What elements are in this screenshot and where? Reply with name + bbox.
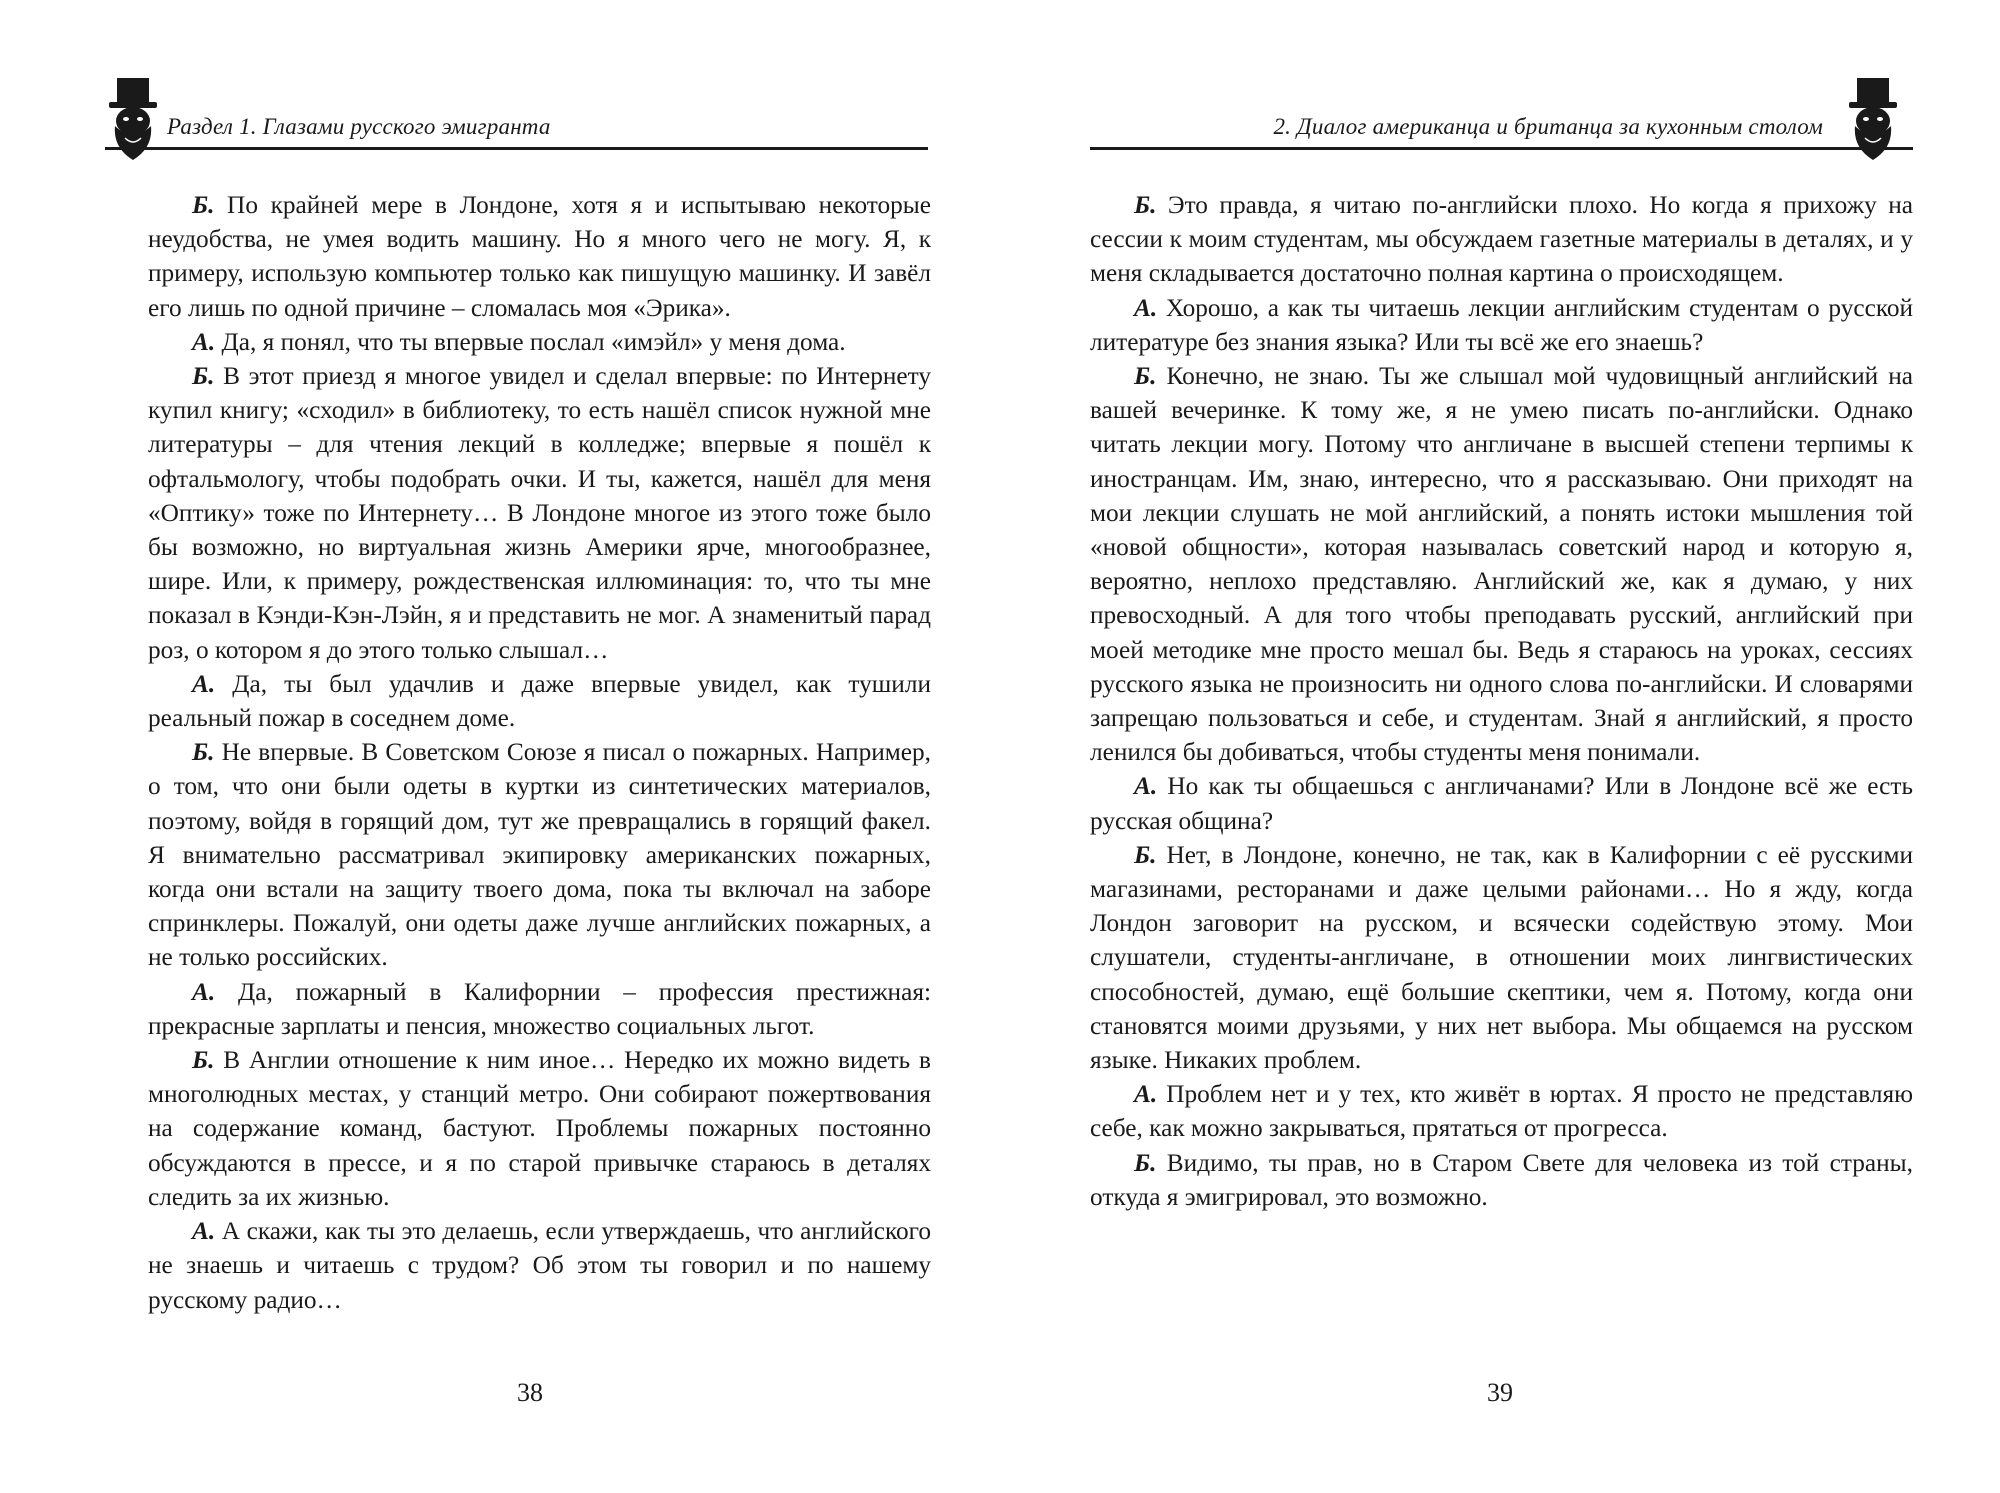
speaker-label: А. bbox=[192, 327, 216, 356]
dialogue-paragraph bbox=[1090, 188, 1913, 291]
speaker-label: Б. bbox=[192, 191, 215, 219]
paragraph-text: Хорошо, а как ты читаешь лекции английским студентам о русской литературе без знания языка? Или ты всё же его знаешь? bbox=[1090, 293, 1914, 356]
speaker-label: А. bbox=[1134, 293, 1158, 322]
running-title: Раздел 1. Глазами русского эмигранта bbox=[167, 114, 551, 139]
dialogue-paragraph bbox=[148, 975, 931, 1043]
right-page-header bbox=[1090, 80, 1913, 150]
paragraph-text: Да, пожарный в Калифорнии – профессия престижная: прекрасные зарплаты и пенсия, множество социальных льгот. bbox=[148, 977, 931, 1040]
dialogue-paragraph bbox=[148, 325, 931, 359]
paragraph-text: Нет, в Лондоне, конечно, не так, как в Калифорнии с её русскими магазинами, ресторанами и даже целыми районами… Но я жду, когда Лондон заговорит на русском, и всячески содействую этому. Мои слушатели, студенты-англичане, в отношении моих лингвистических способностей, думаю, ещё большие скептики, чем я. Потому, когда они становятся моими друзьями, у них нет выбора. Мы общаемся на русском языке. Никаких проблем. bbox=[1090, 840, 1913, 1075]
paragraph-text: Да, я понял, что ты впервые послал «имэйл» у меня дома. bbox=[221, 327, 846, 356]
speaker-label: Б. bbox=[1134, 362, 1157, 391]
dialogue-paragraph bbox=[1090, 1146, 1913, 1214]
running-title: 2. Диалог американца и британца за кухонным столом bbox=[1273, 114, 1823, 139]
dialogue-paragraph bbox=[1090, 1077, 1913, 1145]
dialogue-paragraph bbox=[1090, 359, 1913, 769]
paragraph-text: Да, ты был удачлив и даже впервые увидел, как тушили реальный пожар в соседнем доме. bbox=[148, 669, 931, 733]
speaker-label: Б. bbox=[192, 362, 215, 391]
speaker-label: Б. bbox=[1134, 840, 1157, 869]
paragraph-text: Это правда, я читаю по-английски плохо. Но когда я прихожу на сессии к моим студентам, мы обсуждаем газетные материалы в деталях, и у меня складывается достаточно полная картина о происходящем. bbox=[1090, 191, 1914, 288]
speaker-label: Б. bbox=[192, 738, 215, 767]
right-page-body bbox=[1090, 188, 1913, 1214]
speaker-label: Б. bbox=[1134, 1148, 1157, 1177]
header-rule bbox=[105, 147, 928, 150]
page-number: 38 bbox=[517, 1378, 543, 1407]
dialogue-paragraph bbox=[148, 1043, 931, 1214]
dialogue-paragraph bbox=[1090, 838, 1913, 1077]
paragraph-text: В Англии отношение к ним иное… Нередко их можно видеть в многолюдных местах, у станций метро. Они собирают пожертвования на содержание команд, бастуют. Проблемы пожарных постоянно обсуждаются в прессе, и я по старой привычке стараюсь в деталях следить за их жизнью. bbox=[148, 1046, 931, 1211]
paragraph-text: По крайней мере в Лондоне, хотя я и испытываю некоторые неудобства, не умея водить машину. Но я много чего не могу. Я, к примеру, использую компьютер только как пишущую машинку. И завёл его лишь по одной причине – сломалась моя «Эрика». bbox=[148, 191, 932, 322]
header-rule bbox=[1090, 147, 1913, 150]
paragraph-text: Но как ты общаешься с англичанами? Или в Лондоне всё же есть русская община? bbox=[1090, 772, 1913, 835]
right-page bbox=[1000, 0, 2000, 1493]
speaker-label: А. bbox=[192, 1217, 216, 1246]
dialogue-paragraph bbox=[148, 667, 931, 735]
paragraph-text: Проблем нет и у тех, кто живёт в юртах. Я просто не представляю себе, как можно закрываться, прятаться от прогресса. bbox=[1090, 1080, 1913, 1143]
dialogue-paragraph bbox=[148, 188, 931, 325]
speaker-label: Б. bbox=[192, 1046, 215, 1075]
paragraph-text: А скажи, как ты это делаешь, если утверждаешь, что английского не знаешь и читаешь с трудом? Об этом ты говорил и по нашему русскому радио… bbox=[148, 1217, 931, 1314]
dialogue-paragraph bbox=[1090, 291, 1913, 359]
paragraph-text: Видимо, ты прав, но в Старом Свете для человека из той страны, откуда я эмигрировал, это возможно. bbox=[1090, 1148, 1913, 1211]
speaker-label: А. bbox=[192, 977, 216, 1006]
speaker-label: А. bbox=[1134, 1080, 1158, 1109]
paragraph-text: Не впервые. В Советском Союзе я писал о пожарных. Например, о том, что они были одеты в куртки из синтетических материалов, поэтому, войдя в горящий дом, тут же превращались в горящий факел. Я внимательно рассматривал экипировку американских пожарных, когда они встали на защиту твоего дома, пока ты включал на заборе спринклеры. Пожалуй, они одеты даже лучше английских пожарных, а не только российских. bbox=[148, 738, 931, 972]
left-page-header bbox=[105, 80, 928, 150]
speaker-label: Б. bbox=[1134, 191, 1157, 219]
page-number: 39 bbox=[1487, 1378, 1513, 1407]
dialogue-paragraph bbox=[148, 1214, 931, 1317]
dialogue-paragraph bbox=[148, 735, 931, 974]
paragraph-text: В этот приезд я многое увидел и сделал впервые: по Интернету купил книгу; «сходил» в библиотеку, то есть нашёл список нужной мне литературы – для чтения лекций в колледже; впервые я пошёл к офтальмологу, чтобы подобрать очки. И ты, кажется, нашёл для меня «Оптику» тоже по Интернету… В Лондоне многое из этого тоже было бы возможно, но виртуальная жизнь Америки ярче, многообразнее, шире. Или, к примеру, рождественская иллюминация: то, что ты мне показал в Кэнди-Кэн-Лэйн, я и представить не мог. А знаменитый парад роз, о котором я до этого только слышал… bbox=[148, 362, 931, 664]
speaker-label: А. bbox=[1134, 772, 1158, 801]
speaker-label: А. bbox=[192, 669, 216, 698]
dialogue-paragraph bbox=[1090, 769, 1913, 837]
dialogue-paragraph bbox=[148, 359, 931, 667]
paragraph-text: Конечно, не знаю. Ты же слышал мой чудовищный английский на вашей вечеринке. К тому же, я не умею писать по-английски. Однако читать лекции могу. Потому что англичане в высшей степени терпимы к иностранцам. Им, знаю, интересно, что я рассказываю. Они приходят на мои лекции слушать не мой английский, а понять истоки мышления той «новой общности», которая называлась советский народ и которую я, вероятно, неплохо представляю. Английский же, как я думаю, у них превосходный. А для того чтобы преподавать русский, английский при моей методике мне просто мешал бы. Ведь я стараюсь на уроках, сессиях русского языка не произносить ни одного слова по-английски. И словарями запрещаю пользоваться и себе, и студентам. Знай я английский, я просто ленился бы добиваться, чтобы студенты меня понимали. bbox=[1090, 362, 1914, 767]
left-page-body bbox=[148, 188, 931, 1317]
